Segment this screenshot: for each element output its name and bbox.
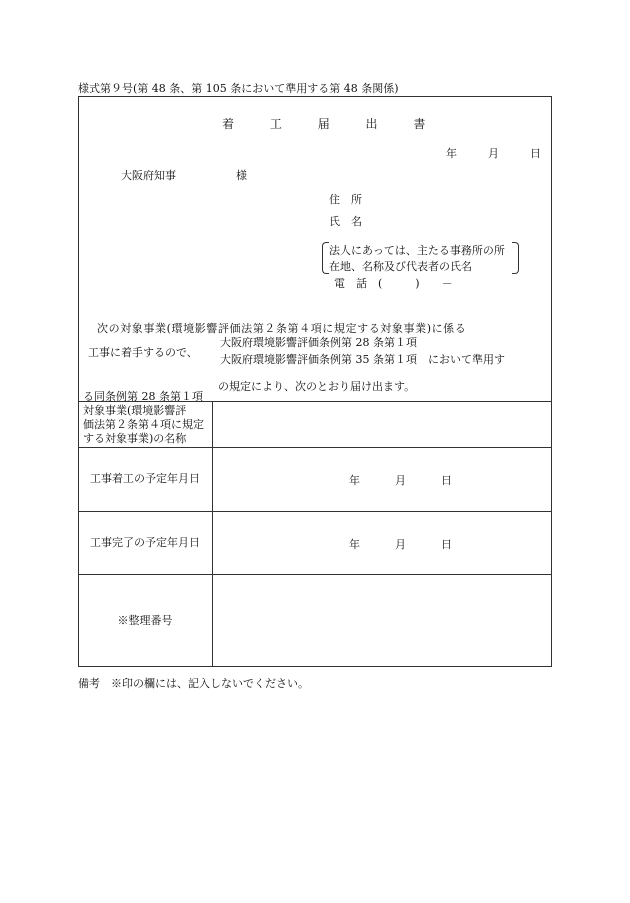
body-option1: 大阪府環境影響評価条例第 28 条第１項 bbox=[220, 336, 417, 349]
title-char: 出 bbox=[365, 117, 378, 131]
right-bracket bbox=[512, 242, 519, 274]
table-row-divider bbox=[78, 447, 552, 448]
day-label: 日 bbox=[530, 147, 541, 160]
completion-month-label: 月 bbox=[395, 538, 406, 551]
project-name-label-line: 対象事業(環境影響評 bbox=[83, 404, 187, 417]
title-char: 届 bbox=[317, 117, 330, 131]
project-name-field[interactable] bbox=[214, 403, 550, 445]
table-column-divider bbox=[212, 401, 213, 667]
completion-date-field[interactable] bbox=[214, 513, 550, 572]
address-label: 住 所 bbox=[329, 193, 362, 206]
start-date-field[interactable] bbox=[214, 449, 550, 509]
title-char: 書 bbox=[413, 117, 426, 131]
table-row-divider bbox=[78, 511, 552, 512]
start-year-label: 年 bbox=[349, 474, 360, 487]
phone-label: 電 話 ( ) － bbox=[334, 277, 453, 290]
left-bracket bbox=[322, 242, 329, 274]
footnote: 備考 ※印の欄には、記入しないでください。 bbox=[78, 677, 309, 690]
table-row-divider bbox=[78, 574, 552, 575]
body-line3: の規定により、次のとおり届け出ます。 bbox=[218, 380, 416, 393]
corporate-note-line2: 在地、名称及び代表者の氏名 bbox=[329, 260, 472, 273]
form-number-header: 様式第９号(第 48 条、第 105 条において準用する第 48 条関係) bbox=[78, 82, 399, 95]
title-char: 工 bbox=[269, 117, 282, 131]
project-name-label bbox=[83, 404, 204, 446]
body-line4: る同条例第 28 条第１項 bbox=[83, 390, 203, 403]
month-label: 月 bbox=[488, 147, 499, 160]
body-line1: 次の対象事業(環境影響評価法第２条第４項に規定する対象事業)に係る bbox=[97, 322, 467, 335]
form-title bbox=[206, 115, 441, 132]
start-month-label: 月 bbox=[395, 474, 406, 487]
submission-date bbox=[446, 145, 541, 161]
project-name-label-line: する対象事業)の名称 bbox=[83, 432, 187, 445]
corporate-note-line1: 法人にあっては、主たる事務所の所 bbox=[329, 244, 505, 257]
body-line2: 工事に着手するので、 bbox=[88, 346, 198, 359]
start-day-label: 日 bbox=[441, 474, 452, 487]
completion-year-label: 年 bbox=[349, 538, 360, 551]
reference-number-label: ※整理番号 bbox=[117, 614, 173, 627]
completion-day-label: 日 bbox=[441, 538, 452, 551]
year-label: 年 bbox=[446, 147, 457, 160]
completion-date-label: 工事完了の予定年月日 bbox=[90, 536, 200, 549]
body-option2: 大阪府環境影響評価条例第 35 条第１項 において準用す bbox=[220, 353, 505, 366]
honorific: 様 bbox=[236, 169, 247, 182]
project-name-label-line: 価法第２条第４項に規定 bbox=[83, 418, 204, 431]
start-date-label: 工事着工の予定年月日 bbox=[90, 472, 200, 485]
name-label: 氏 名 bbox=[329, 215, 362, 228]
reference-number-field[interactable] bbox=[214, 576, 550, 665]
addressee: 大阪府知事 bbox=[121, 169, 176, 182]
title-char: 着 bbox=[222, 117, 235, 131]
